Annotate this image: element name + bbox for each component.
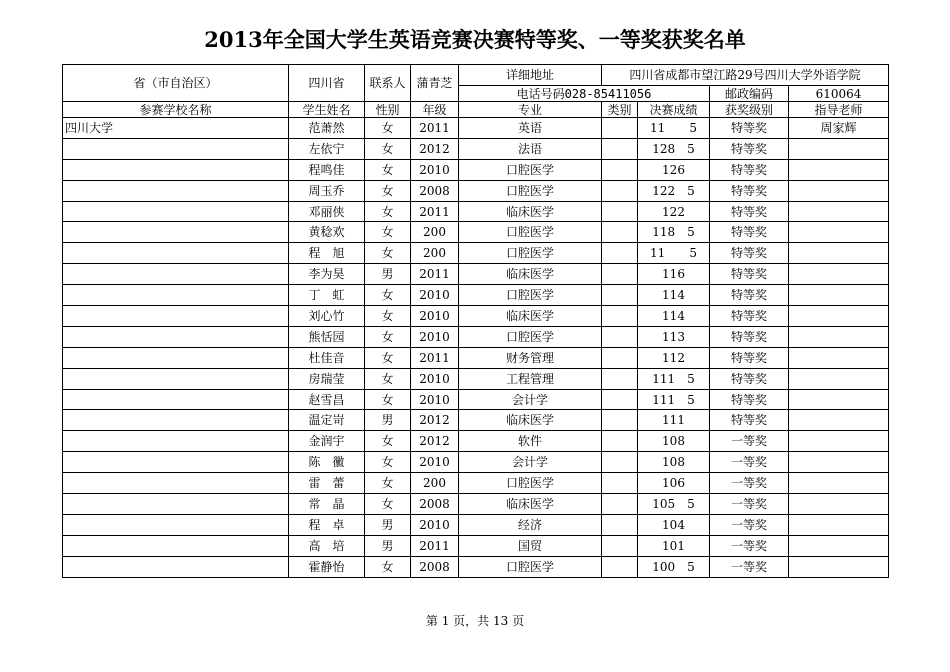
cell-award: 一等奖 <box>710 431 789 452</box>
cell-gender: 男 <box>365 264 411 285</box>
cell-major: 口腔医学 <box>459 285 602 306</box>
cell-award: 一等奖 <box>710 473 789 494</box>
cell-school <box>63 201 289 222</box>
table-row <box>63 180 889 201</box>
cell-grade: 2010 <box>411 285 459 306</box>
cell-grade: 2010 <box>411 389 459 410</box>
cell-teacher <box>789 138 889 159</box>
cell-grade: 2011 <box>411 264 459 285</box>
cell-grade: 200 <box>411 222 459 243</box>
table-row <box>63 243 889 264</box>
cell-student-name: 周玉乔 <box>289 180 365 201</box>
cell-teacher <box>789 180 889 201</box>
cell-score: 122 <box>638 201 710 222</box>
column-header: 指导老师 <box>789 102 889 118</box>
cell-category <box>602 389 638 410</box>
column-header: 决赛成绩 <box>638 102 710 118</box>
cell-teacher <box>789 347 889 368</box>
cell-award: 一等奖 <box>710 556 789 577</box>
table-row <box>63 285 889 306</box>
cell-major: 软件 <box>459 431 602 452</box>
cell-category <box>602 431 638 452</box>
cell-grade: 200 <box>411 243 459 264</box>
table-row <box>63 159 889 180</box>
cell-category <box>602 201 638 222</box>
cell-gender: 女 <box>365 389 411 410</box>
cell-student-name: 常 晶 <box>289 494 365 515</box>
cell-teacher <box>789 535 889 556</box>
cell-teacher <box>789 326 889 347</box>
cell-teacher <box>789 431 889 452</box>
cell-award: 一等奖 <box>710 535 789 556</box>
cell-student-name: 左依宁 <box>289 138 365 159</box>
table-row <box>63 222 889 243</box>
cell-school <box>63 347 289 368</box>
cell-student-name: 高 培 <box>289 535 365 556</box>
cell-grade: 2010 <box>411 306 459 327</box>
cell-category <box>602 473 638 494</box>
cell-school <box>63 452 289 473</box>
cell-major: 财务管理 <box>459 347 602 368</box>
cell-school <box>63 264 289 285</box>
cell-score: 126 <box>638 159 710 180</box>
cell-teacher <box>789 159 889 180</box>
cell-category <box>602 556 638 577</box>
cell-school <box>63 514 289 535</box>
cell-major: 口腔医学 <box>459 180 602 201</box>
cell-award: 特等奖 <box>710 285 789 306</box>
cell-category <box>602 264 638 285</box>
cell-major: 口腔医学 <box>459 473 602 494</box>
cell-score: 11 5 <box>638 118 710 139</box>
column-header-row <box>63 102 889 118</box>
table-row <box>63 431 889 452</box>
cell-award: 特等奖 <box>710 243 789 264</box>
cell-score: 104 <box>638 514 710 535</box>
cell-grade: 2010 <box>411 159 459 180</box>
cell-gender: 女 <box>365 138 411 159</box>
cell-major: 口腔医学 <box>459 556 602 577</box>
cell-teacher <box>789 243 889 264</box>
cell-award: 特等奖 <box>710 264 789 285</box>
cell-gender: 女 <box>365 556 411 577</box>
cell-award: 特等奖 <box>710 368 789 389</box>
cell-student-name: 刘心竹 <box>289 306 365 327</box>
cell-grade: 2011 <box>411 347 459 368</box>
cell-teacher <box>789 285 889 306</box>
cell-gender: 女 <box>365 431 411 452</box>
cell-school <box>63 243 289 264</box>
cell-score: 113 <box>638 326 710 347</box>
cell-grade: 2010 <box>411 368 459 389</box>
cell-student-name: 程 卓 <box>289 514 365 535</box>
table-row <box>63 264 889 285</box>
cell-grade: 2012 <box>411 410 459 431</box>
cell-score: 106 <box>638 473 710 494</box>
cell-score: 101 <box>638 535 710 556</box>
cell-grade: 2010 <box>411 326 459 347</box>
cell-grade: 2010 <box>411 514 459 535</box>
column-header: 获奖级别 <box>710 102 789 118</box>
table-row <box>63 368 889 389</box>
cell-major: 临床医学 <box>459 306 602 327</box>
cell-major: 口腔医学 <box>459 243 602 264</box>
cell-category <box>602 452 638 473</box>
province-value: 四川省 <box>289 65 365 102</box>
cell-award: 特等奖 <box>710 138 789 159</box>
cell-student-name: 程鸣佳 <box>289 159 365 180</box>
cell-gender: 女 <box>365 306 411 327</box>
cell-teacher <box>789 473 889 494</box>
cell-school <box>63 138 289 159</box>
cell-student-name: 陈 黴 <box>289 452 365 473</box>
cell-category <box>602 138 638 159</box>
cell-major: 英语 <box>459 118 602 139</box>
cell-school <box>63 180 289 201</box>
cell-major: 口腔医学 <box>459 326 602 347</box>
phone-number: 电话号码028-85411056 <box>459 86 710 102</box>
cell-student-name: 霍静怡 <box>289 556 365 577</box>
cell-teacher <box>789 452 889 473</box>
postcode-label: 邮政编码 <box>710 86 789 102</box>
cell-score: 116 <box>638 264 710 285</box>
cell-category <box>602 494 638 515</box>
cell-major: 口腔医学 <box>459 159 602 180</box>
cell-school <box>63 473 289 494</box>
cell-major: 临床医学 <box>459 410 602 431</box>
cell-gender: 女 <box>365 159 411 180</box>
cell-score: 100 5 <box>638 556 710 577</box>
cell-category <box>602 326 638 347</box>
cell-gender: 女 <box>365 347 411 368</box>
cell-award: 特等奖 <box>710 306 789 327</box>
cell-major: 会计学 <box>459 452 602 473</box>
table-row <box>63 118 889 139</box>
cell-gender: 女 <box>365 494 411 515</box>
cell-score: 105 5 <box>638 494 710 515</box>
table-row <box>63 473 889 494</box>
cell-major: 会计学 <box>459 389 602 410</box>
cell-teacher <box>789 389 889 410</box>
cell-student-name: 雷 蕾 <box>289 473 365 494</box>
cell-score: 11 5 <box>638 243 710 264</box>
column-header: 性别 <box>365 102 411 118</box>
table-row <box>63 347 889 368</box>
column-header: 专业 <box>459 102 602 118</box>
cell-gender: 女 <box>365 452 411 473</box>
cell-gender: 男 <box>365 410 411 431</box>
table-row <box>63 326 889 347</box>
cell-student-name: 房瑞莹 <box>289 368 365 389</box>
cell-award: 特等奖 <box>710 180 789 201</box>
cell-gender: 女 <box>365 326 411 347</box>
cell-student-name: 范萧然 <box>289 118 365 139</box>
award-table <box>62 64 889 578</box>
cell-school <box>63 326 289 347</box>
cell-teacher: 周家辉 <box>789 118 889 139</box>
address-label: 详细地址 <box>459 65 602 86</box>
cell-school <box>63 556 289 577</box>
cell-grade: 2008 <box>411 494 459 515</box>
cell-score: 114 <box>638 306 710 327</box>
cell-teacher <box>789 368 889 389</box>
cell-grade: 2008 <box>411 180 459 201</box>
cell-grade: 200 <box>411 473 459 494</box>
table-row <box>63 389 889 410</box>
cell-school <box>63 410 289 431</box>
cell-major: 法语 <box>459 138 602 159</box>
province-label: 省（市自治区） <box>63 65 289 102</box>
cell-category <box>602 410 638 431</box>
table-row <box>63 535 889 556</box>
cell-score: 111 <box>638 410 710 431</box>
cell-grade: 2011 <box>411 118 459 139</box>
cell-score: 118 5 <box>638 222 710 243</box>
address-value: 四川省成都市望江路29号四川大学外语学院 <box>602 65 889 86</box>
cell-category <box>602 222 638 243</box>
table-row <box>63 556 889 577</box>
cell-award: 一等奖 <box>710 452 789 473</box>
cell-school <box>63 431 289 452</box>
cell-gender: 女 <box>365 201 411 222</box>
cell-gender: 女 <box>365 243 411 264</box>
cell-gender: 女 <box>365 118 411 139</box>
column-header: 参赛学校名称 <box>63 102 289 118</box>
cell-score: 122 5 <box>638 180 710 201</box>
cell-major: 临床医学 <box>459 264 602 285</box>
cell-student-name: 温定岢 <box>289 410 365 431</box>
cell-school <box>63 306 289 327</box>
cell-student-name: 程 旭 <box>289 243 365 264</box>
contact-value: 蒲青芝 <box>411 65 459 102</box>
cell-category <box>602 368 638 389</box>
cell-student-name: 邓丽侠 <box>289 201 365 222</box>
cell-grade: 2008 <box>411 556 459 577</box>
cell-student-name: 丁 虹 <box>289 285 365 306</box>
cell-teacher <box>789 556 889 577</box>
cell-score: 108 <box>638 452 710 473</box>
cell-grade: 2011 <box>411 201 459 222</box>
cell-award: 特等奖 <box>710 389 789 410</box>
cell-student-name: 金润宇 <box>289 431 365 452</box>
cell-grade: 2011 <box>411 535 459 556</box>
column-header: 学生姓名 <box>289 102 365 118</box>
page-footer: 第 1 页，共 13 页 <box>425 614 525 628</box>
cell-category <box>602 285 638 306</box>
cell-award: 特等奖 <box>710 201 789 222</box>
table-row <box>63 514 889 535</box>
cell-award: 特等奖 <box>710 410 789 431</box>
cell-school <box>63 368 289 389</box>
cell-score: 114 <box>638 285 710 306</box>
cell-award: 一等奖 <box>710 514 789 535</box>
cell-teacher <box>789 494 889 515</box>
cell-school <box>63 389 289 410</box>
cell-teacher <box>789 410 889 431</box>
cell-teacher <box>789 264 889 285</box>
table-row <box>63 138 889 159</box>
cell-grade: 2012 <box>411 431 459 452</box>
cell-major: 临床医学 <box>459 494 602 515</box>
cell-school <box>63 494 289 515</box>
cell-teacher <box>789 201 889 222</box>
cell-award: 特等奖 <box>710 326 789 347</box>
cell-category <box>602 159 638 180</box>
page-title: 2013年全国大学生英语竞赛决赛特等奖、一等奖获奖名单 <box>204 27 746 52</box>
table-row <box>63 494 889 515</box>
cell-major: 工程管理 <box>459 368 602 389</box>
cell-category <box>602 243 638 264</box>
cell-school: 四川大学 <box>63 118 289 139</box>
cell-major: 临床医学 <box>459 201 602 222</box>
column-header: 类别 <box>602 102 638 118</box>
cell-category <box>602 180 638 201</box>
cell-score: 111 5 <box>638 389 710 410</box>
cell-major: 经济 <box>459 514 602 535</box>
cell-school <box>63 222 289 243</box>
cell-teacher <box>789 514 889 535</box>
cell-gender: 女 <box>365 368 411 389</box>
cell-school <box>63 535 289 556</box>
cell-gender: 女 <box>365 180 411 201</box>
cell-student-name: 杜佳音 <box>289 347 365 368</box>
cell-score: 108 <box>638 431 710 452</box>
cell-grade: 2012 <box>411 138 459 159</box>
cell-school <box>63 285 289 306</box>
cell-category <box>602 118 638 139</box>
table-row <box>63 306 889 327</box>
table-row <box>63 410 889 431</box>
cell-award: 一等奖 <box>710 494 789 515</box>
cell-gender: 女 <box>365 473 411 494</box>
cell-teacher <box>789 222 889 243</box>
cell-award: 特等奖 <box>710 347 789 368</box>
table-row <box>63 201 889 222</box>
cell-gender: 女 <box>365 285 411 306</box>
cell-student-name: 黄稔欢 <box>289 222 365 243</box>
cell-major: 口腔医学 <box>459 222 602 243</box>
cell-student-name: 李为昊 <box>289 264 365 285</box>
table-row <box>63 452 889 473</box>
cell-school <box>63 159 289 180</box>
cell-student-name: 赵雪昌 <box>289 389 365 410</box>
cell-score: 112 <box>638 347 710 368</box>
postcode-value: 610064 <box>789 86 889 102</box>
cell-award: 特等奖 <box>710 222 789 243</box>
cell-major: 国贸 <box>459 535 602 556</box>
cell-grade: 2010 <box>411 452 459 473</box>
cell-gender: 男 <box>365 514 411 535</box>
cell-category <box>602 347 638 368</box>
cell-gender: 女 <box>365 222 411 243</box>
cell-teacher <box>789 306 889 327</box>
cell-category <box>602 514 638 535</box>
cell-score: 111 5 <box>638 368 710 389</box>
cell-category <box>602 306 638 327</box>
cell-score: 128 5 <box>638 138 710 159</box>
cell-student-name: 熊恬园 <box>289 326 365 347</box>
contact-label: 联系人 <box>365 65 411 102</box>
column-header: 年级 <box>411 102 459 118</box>
cell-award: 特等奖 <box>710 159 789 180</box>
cell-gender: 男 <box>365 535 411 556</box>
cell-category <box>602 535 638 556</box>
cell-award: 特等奖 <box>710 118 789 139</box>
